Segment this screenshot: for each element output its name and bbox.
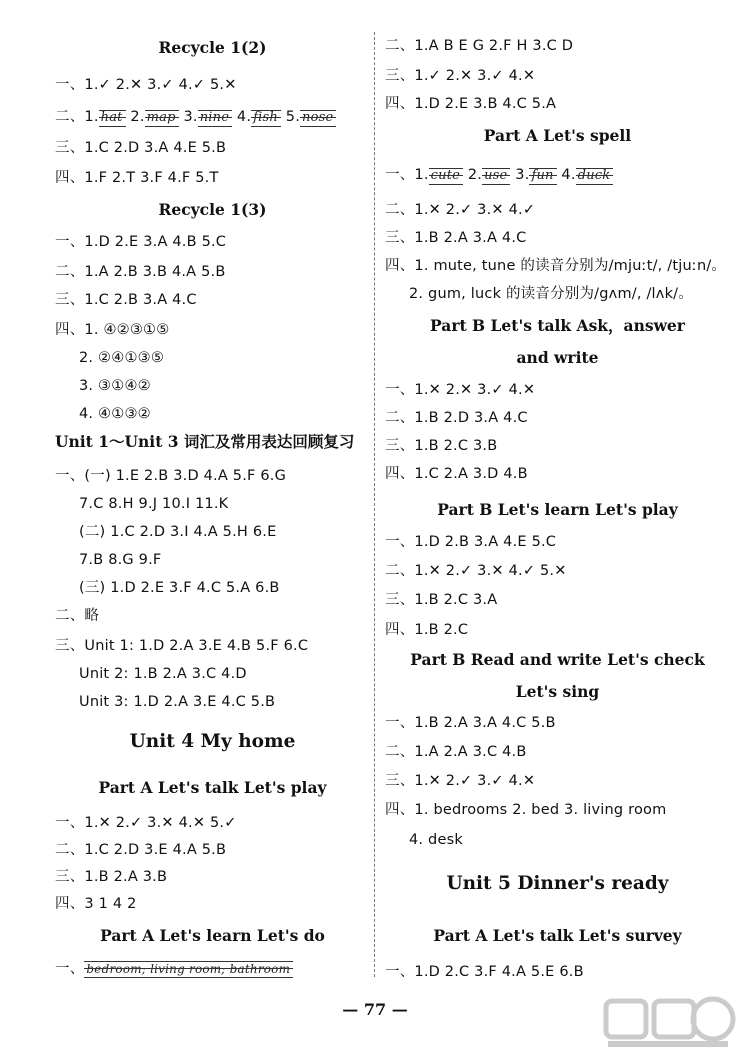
- handwritten-word: fish: [251, 108, 281, 128]
- section-heading: Part A Let's talk Let's play: [98, 778, 327, 797]
- handwritten-word: bedroom; living room; bathroom: [84, 959, 293, 979]
- item-prefix: 3.: [510, 167, 530, 183]
- answer-line: 一、1.D 2.C 3.F 4.A 5.E 6.B: [385, 964, 584, 980]
- answer-line: 三、1.B 2.A 3.A 4.C: [385, 230, 527, 246]
- item-prefix: 2.: [463, 167, 483, 183]
- item-prefix: 二、1.: [55, 109, 99, 125]
- answer-line: 一、1.D 2.E 3.A 4.B 5.C: [55, 234, 227, 250]
- answer-line: Unit 3: 1.D 2.A 3.E 4.C 5.B: [79, 694, 276, 710]
- answer-line: 三、1.B 2.A 3.B: [55, 869, 168, 885]
- handwritten-word: hat: [99, 108, 126, 128]
- handwritten-word: duck: [576, 166, 614, 186]
- handwriting-answer-line: [385, 165, 613, 186]
- answer-line: 三、1.B 2.C 3.A: [385, 592, 498, 608]
- answer-line: 二、1.B 2.D 3.A 4.C: [385, 410, 528, 426]
- answer-line: Unit 2: 1.B 2.A 3.C 4.D: [79, 666, 247, 682]
- handwritten-word: cute: [429, 166, 463, 186]
- answer-line: 四、3 1 4 2: [55, 896, 137, 912]
- section-heading: Unit 1～Unit 3 词汇及常用表达回顾复习: [55, 432, 355, 451]
- section-heading: Part B Let's talk Ask，answer: [430, 316, 685, 335]
- answer-line: 三、1.C 2.D 3.A 4.E 5.B: [55, 140, 227, 156]
- answer-line: 二、1.A 2.B 3.B 4.A 5.B: [55, 264, 226, 280]
- answer-line: 一、1.D 2.B 3.A 4.E 5.C: [385, 534, 557, 550]
- answer-line: 4. desk: [409, 832, 463, 848]
- answer-line: 二、略: [55, 608, 100, 624]
- answer-line: 二、1.A 2.A 3.C 4.B: [385, 744, 527, 760]
- handwritten-word: use: [482, 166, 510, 186]
- answer-line: 7.B 8.G 9.F: [79, 552, 162, 568]
- answer-line: 二、1.A B E G 2.F H 3.C D: [385, 38, 574, 54]
- handwritten-word: map: [145, 108, 179, 128]
- handwriting-answer-line: [55, 959, 293, 979]
- answer-line: 四、1.B 2.C: [385, 622, 469, 638]
- handwriting-answer-line: [55, 107, 336, 128]
- handwritten-word: nine: [198, 108, 232, 128]
- section-heading: Part A Let's learn Let's do: [100, 926, 325, 945]
- unit-title: Unit 5 Dinner's ready: [446, 873, 669, 894]
- answer-line: 一、1.✕ 2.✓ 3.✕ 4.✕ 5.✓: [55, 815, 237, 831]
- answer-line: 7.C 8.H 9.J 10.I 11.K: [79, 496, 229, 512]
- item-prefix: 一、: [55, 961, 85, 977]
- section-heading: Part B Let's learn Let's play: [437, 500, 678, 519]
- unit-title: Unit 4 My home: [129, 731, 296, 752]
- section-heading: Part B Read and write Let's check: [410, 650, 705, 669]
- answer-line: 2. gum, luck 的读音分别为/gʌm/, /lʌk/。: [409, 286, 693, 302]
- answer-line: 一、1.✕ 2.✕ 3.✓ 4.✕: [385, 382, 536, 398]
- answer-line: 一、1.✓ 2.✕ 3.✓ 4.✓ 5.✕: [55, 77, 237, 93]
- answer-line: 二、1.✕ 2.✓ 3.✕ 4.✓: [385, 202, 536, 218]
- answer-line: (二) 1.C 2.D 3.I 4.A 5.H 6.E: [79, 524, 277, 540]
- answer-line: 三、1.B 2.C 3.B: [385, 438, 498, 454]
- section-heading: Recycle 1(2): [158, 38, 267, 57]
- item-prefix: 2.: [125, 109, 145, 125]
- answer-line: 三、Unit 1: 1.D 2.A 3.E 4.B 5.F 6.C: [55, 638, 309, 654]
- answer-line: 一、(一) 1.E 2.B 3.D 4.A 5.F 6.G: [55, 468, 287, 484]
- answer-line: 一、1.B 2.A 3.A 4.C 5.B: [385, 715, 556, 731]
- answer-line: 四、1.D 2.E 3.B 4.C 5.A: [385, 96, 557, 112]
- item-prefix: 3.: [178, 109, 198, 125]
- answer-line: 三、1.C 2.B 3.A 4.C: [55, 292, 197, 308]
- section-heading: Part A Let's spell: [483, 126, 632, 145]
- answer-line: 4. ④①③②: [79, 406, 151, 422]
- section-heading: Let's sing: [515, 682, 600, 701]
- answer-line: 四、1. ④②③①⑤: [55, 322, 170, 338]
- answer-line: 2. ②④①③⑤: [79, 350, 165, 366]
- item-prefix: 一、1.: [385, 167, 429, 183]
- item-prefix: 4.: [232, 109, 252, 125]
- section-heading: Recycle 1(3): [158, 200, 267, 219]
- section-heading: and write: [516, 348, 599, 367]
- column-divider: [374, 32, 375, 977]
- watermark-logo: [598, 991, 738, 1053]
- page-number: — 77 —: [342, 1000, 408, 1019]
- item-prefix: 5.: [280, 109, 301, 125]
- answer-line: 四、1. bedrooms 2. bed 3. living room: [385, 802, 667, 818]
- item-prefix: 4.: [556, 167, 576, 183]
- answer-line: 三、1.✓ 2.✕ 3.✓ 4.✕: [385, 68, 536, 84]
- handwritten-word: fun: [529, 166, 556, 186]
- answer-line: 四、1.F 2.T 3.F 4.F 5.T: [55, 170, 219, 186]
- answer-line: 四、1. mute, tune 的读音分别为/mjuːt/, /tjuːn/。: [385, 258, 727, 274]
- answer-line: 四、1.C 2.A 3.D 4.B: [385, 466, 528, 482]
- answer-line: 3. ③①④②: [79, 378, 151, 394]
- answer-line: 三、1.✕ 2.✓ 3.✓ 4.✕: [385, 773, 536, 789]
- answer-line: (三) 1.D 2.E 3.F 4.C 5.A 6.B: [79, 580, 280, 596]
- answer-line: 二、1.✕ 2.✓ 3.✕ 4.✓ 5.✕: [385, 563, 567, 579]
- handwritten-word: nose: [300, 108, 336, 128]
- section-heading: Part A Let's talk Let's survey: [433, 926, 682, 945]
- answer-line: 二、1.C 2.D 3.E 4.A 5.B: [55, 842, 227, 858]
